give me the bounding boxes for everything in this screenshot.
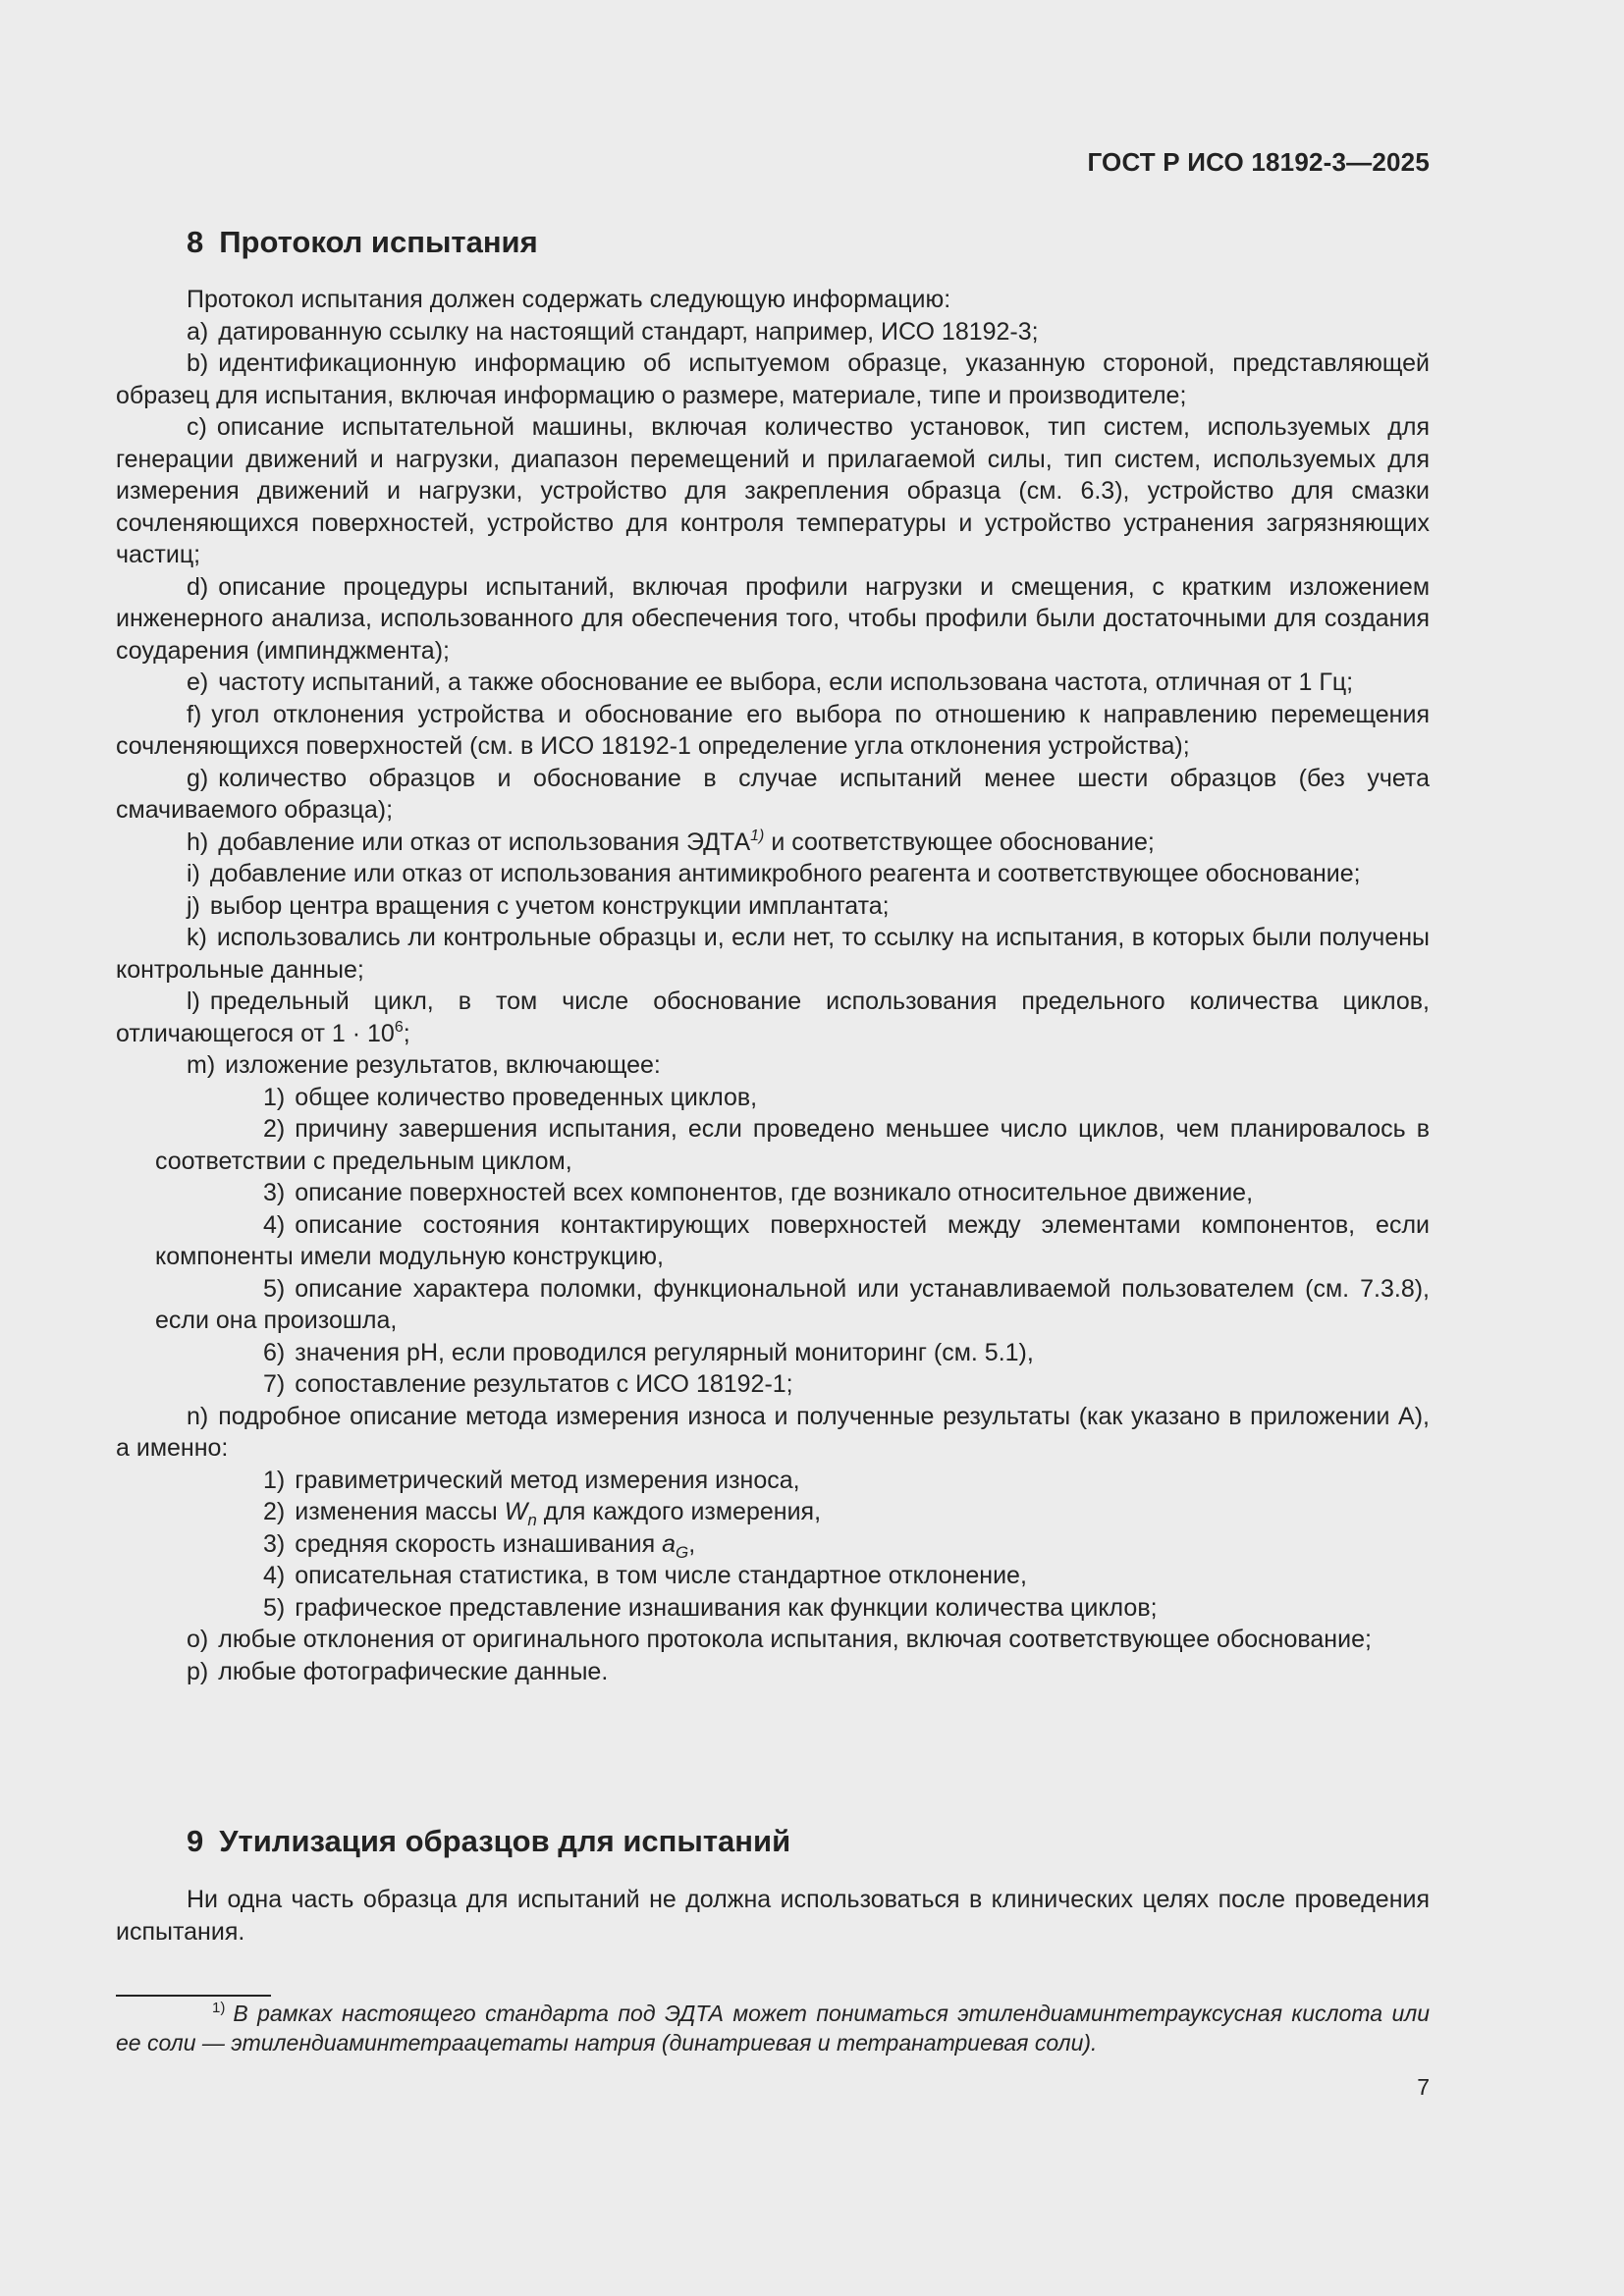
document-page: [116, 0, 1430, 2296]
list-item-o: o) любые отклонения от оригинального протокола испытания, включая соответствующее обоснование;: [187, 1626, 1372, 1653]
sublist-item-n3: 3) средняя скорость изнашивания $a_G$,: [263, 1529, 696, 1562]
sublist-item-m1: 1) общее количество проведенных циклов,: [263, 1083, 758, 1111]
list-item-m: m) изложение результатов, включающее:: [187, 1051, 661, 1079]
rate-subscript: G: [675, 1542, 689, 1562]
sublist-item-m3: 3) описание поверхностей всех компонентов, где возникало относительное движение,: [263, 1179, 1254, 1206]
section-8-number: 8: [187, 225, 204, 259]
section-9-title: Утилизация образцов для испытаний: [219, 1824, 791, 1858]
list-item-b: b) идентификационную информацию об испытуемом образце, указанную стороной, представляющей образец для испытания, включая информацию о размере, материале, типе и производителе;: [116, 349, 1430, 409]
section-8-intro: Протокол испытания должен содержать следующую информацию:: [187, 286, 951, 313]
sublist-item-m5: 5) описание характера поломки, функциональной или устанавливаемой пользователем (см. 7.3.8), если она произошла,: [155, 1274, 1430, 1334]
sublist-item-n1: 1) гравиметрический метод измерения износа,: [263, 1466, 800, 1494]
list-item-g: g) количество образцов и обоснование в случае испытаний менее шести образцов (без учета смачиваемого образца);: [116, 764, 1430, 824]
footnote-marker: 1): [212, 2000, 226, 2016]
footnote-text: В рамках настоящего стандарта под ЭДТА может пониматься этилендиаминтетрауксусная кислота или ее соли — этилендиаминтетраацетаты натрия (динатриевая и тетранатриевая соли).: [116, 2001, 1430, 2056]
footnote: [116, 1999, 1430, 2057]
sublist-item-n5: 5) графическое представление изнашивания как функции количества циклов;: [263, 1593, 1158, 1622]
sublist-item-m6: 6) значения pH, если проводился регулярный мониторинг (см. 5.1),: [263, 1338, 1034, 1366]
list-item-e: e) частоту испытаний, а также обоснование ее выбора, если использована частота, отличная от 1 Гц;: [187, 668, 1354, 696]
list-item-j: j) выбор центра вращения с учетом конструкции имплантата;: [187, 891, 890, 920]
list-item-k: k) использовались ли контрольные образцы и, если нет, то ссылку на испытания, в которых были получены контрольные данные;: [116, 924, 1430, 984]
list-item-h: h) добавление или отказ от использования ЭДТА$^{1)}$ и соответствующее обоснование;: [187, 827, 1155, 856]
list-item-a: a) датированную ссылку на настоящий стандарт, например, ИСО 18192-3;: [187, 317, 1039, 346]
sublist-item-m2: 2) причину завершения испытания, если проведено меньшее число циклов, чем планировалось в соответствии с предельным циклом,: [155, 1115, 1430, 1175]
rate-symbol: a: [662, 1529, 676, 1558]
page-number: 7: [1417, 2074, 1430, 2100]
list-item-c: c) описание испытательной машины, включая количество установок, тип систем, используемых для генерации движений и нагрузки, диапазон перемещений и прилагаемой силы, тип систем, используемых для измерения движений и нагрузки, устройство для закрепления образца (см. 6.3), устройство для смазки сочленяющихся поверхностей, устройство для контроля температуры и устройство устранения загрязняющих частиц;: [116, 413, 1430, 568]
list-item-p: p) любые фотографические данные.: [187, 1657, 609, 1685]
exponent: 6: [394, 1018, 404, 1036]
mass-subscript: n: [527, 1511, 537, 1529]
section-9-heading: [187, 1824, 790, 1859]
list-item-f: f) угол отклонения устройства и обоснование его выбора по отношению к направлению перемещения сочленяющихся поверхностей (см. в ИСО 18192-1 определение угла отклонения устройства);: [116, 700, 1430, 760]
section-9-text: Ни одна часть образца для испытаний не должна использоваться в клинических целях после проведения испытания.: [116, 1886, 1430, 1946]
section-8-title: Протокол испытания: [219, 225, 538, 259]
section-8-body: [116, 284, 1430, 1687]
footnote-reference: 1): [750, 827, 765, 844]
list-item-d: d) описание процедуры испытаний, включая профили нагрузки и смещения, с кратким изложением инженерного анализа, использованного для обеспечения того, чтобы профили были достаточными для создания соударения (импинджмента);: [116, 572, 1430, 665]
sublist-item-n4: 4) описательная статистика, в том числе стандартное отклонение,: [263, 1562, 1027, 1589]
footnote-separator: [116, 1995, 271, 1997]
section-8-heading: [187, 225, 538, 260]
sublist-item-n2: 2) изменения массы $W_n$ для каждого измерения,: [263, 1498, 822, 1529]
document-header: ГОСТ Р ИСО 18192-3—2025: [1087, 147, 1430, 177]
mass-symbol: W: [504, 1498, 528, 1525]
list-item-i: i) добавление или отказ от использования антимикробного реагента и соответствующее обоснование;: [187, 860, 1361, 887]
sublist-item-m4: 4) описание состояния контактирующих поверхностей между элементами компонентов, если компоненты имели модульную конструкцию,: [155, 1210, 1430, 1270]
sublist-item-m7: 7) сопоставление результатов с ИСО 18192-1;: [263, 1370, 793, 1398]
list-item-l: l) предельный цикл, в том числе обоснование использования предельного количества циклов, отличающегося от $1 \cdot 10^6$;: [116, 988, 1430, 1047]
section-9-body: [116, 1884, 1430, 1948]
list-item-n: n) подробное описание метода измерения износа и полученные результаты (как указано в приложении А), а именно:: [116, 1402, 1430, 1462]
section-9-number: 9: [187, 1824, 204, 1858]
